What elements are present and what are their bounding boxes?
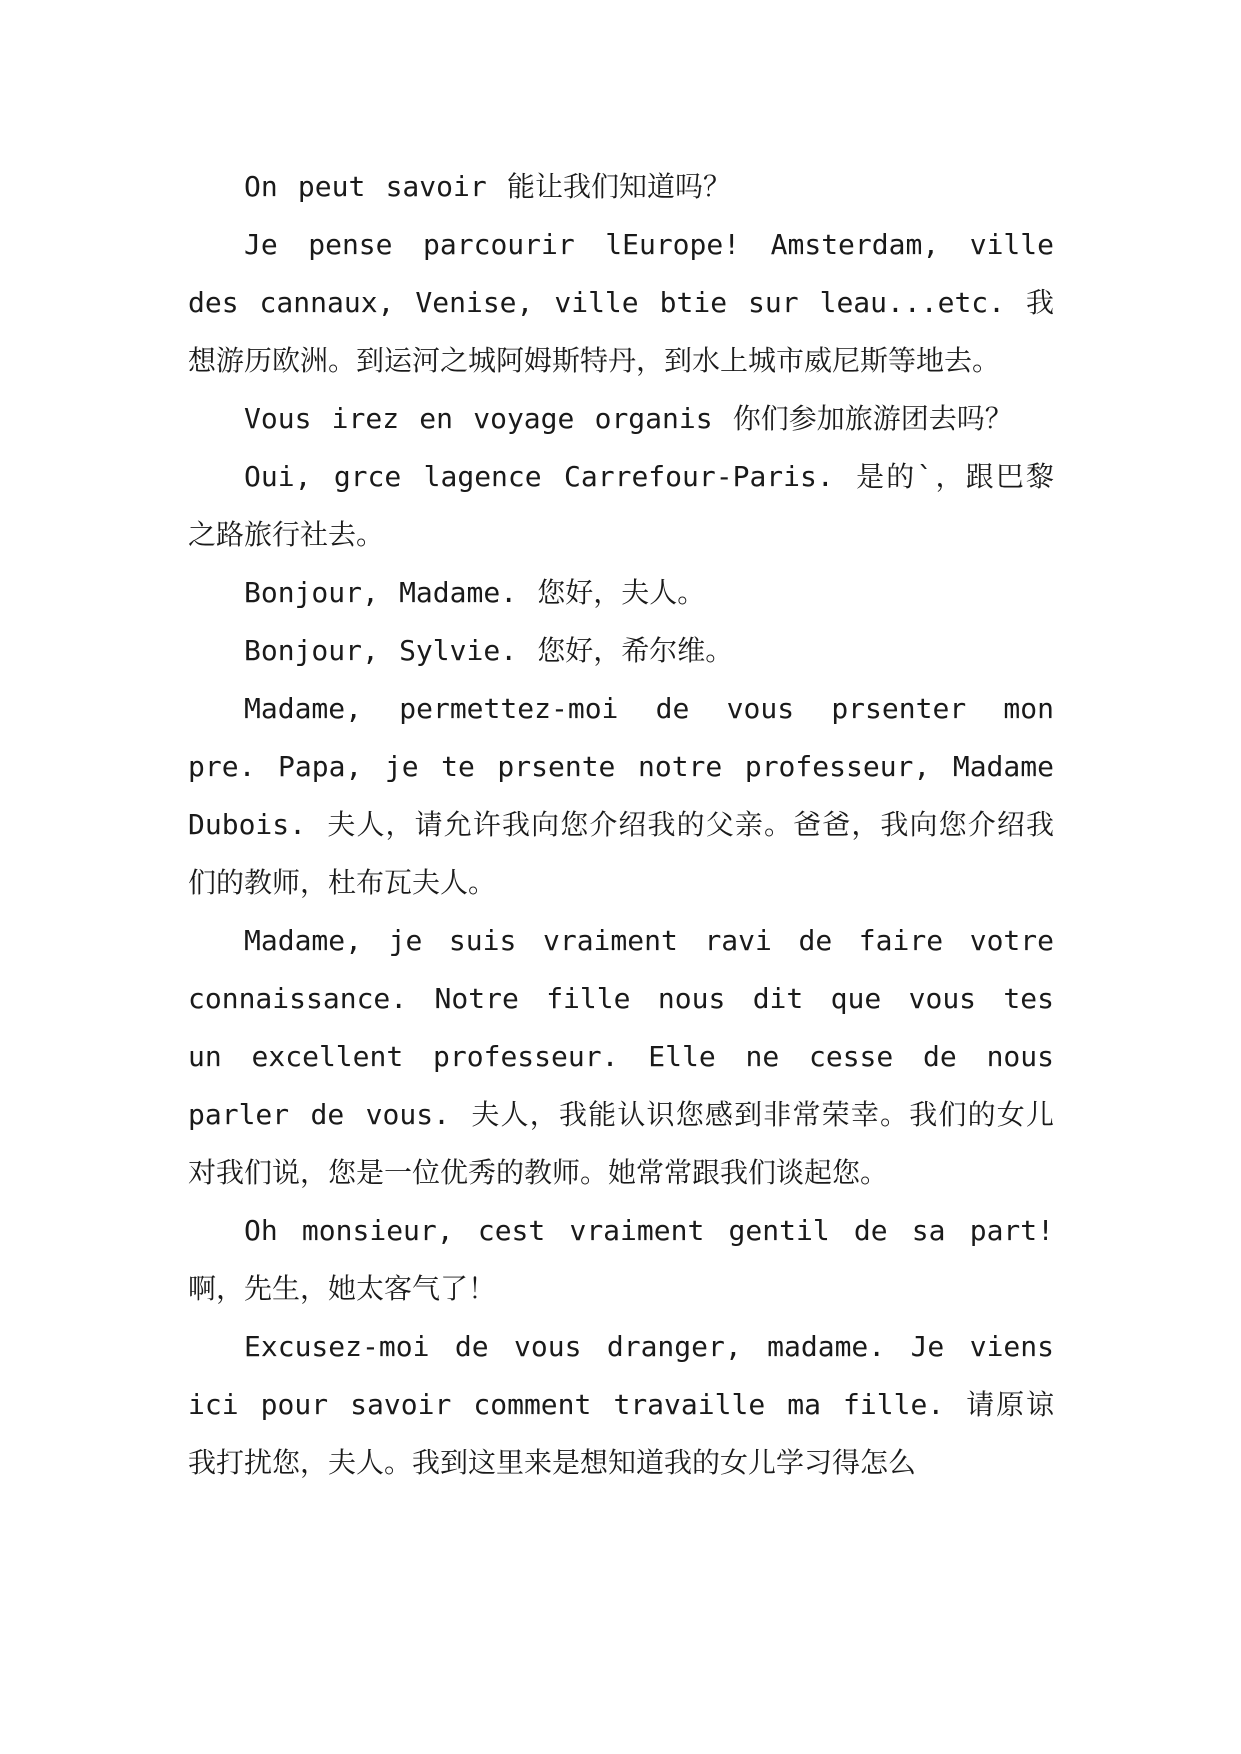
paragraph: Je pense parcourir lEurope! Amsterdam, ville des cannaux, Venise, ville btie sur leau...etc. 我想游历欧洲。到运河之城阿姆斯特丹，到水上城市威尼斯等地去。 (188, 228, 1054, 377)
paragraph: Excusez-moi de vous dranger, madame. Je viens ici pour savoir comment travaille ma fille. 请原谅我打扰您，夫人。我到这里来是想知道我的女儿学习得怎么 (188, 1330, 1054, 1479)
document-page (188, 158, 1054, 1492)
paragraph: On peut savoir 能让我们知道吗？ (244, 170, 731, 203)
paragraph: Bonjour, Sylvie. 您好，希尔维。 (244, 634, 734, 667)
paragraph: Oh monsieur, cest vraiment gentil de sa part! 啊，先生，她太客气了！ (188, 1214, 1054, 1305)
paragraph: Madame, permettez-moi de vous prsenter mon pre. Papa, je te prsente notre professeur, Madame Dubois. 夫人，请允许我向您介绍我的父亲。爸爸，我向您介绍我们的教师，杜布瓦夫人。 (188, 692, 1054, 899)
paragraph: Oui, grce lagence Carrefour-Paris. 是的`，跟巴黎之路旅行社去。 (188, 460, 1054, 551)
paragraph: Vous irez en voyage organis 你们参加旅游团去吗？ (244, 402, 1013, 435)
paragraph: Bonjour, Madame. 您好，夫人。 (244, 576, 706, 609)
paragraph: Madame, je suis vraiment ravi de faire votre connaissance. Notre fille nous dit que vous tes un excellent professeur. Elle ne cesse de nous parler de vous. 夫人，我能认识您感到非常荣幸。我们的女儿对我们说，您是一位优秀的教师。她常常跟我们谈起您。 (188, 924, 1054, 1189)
